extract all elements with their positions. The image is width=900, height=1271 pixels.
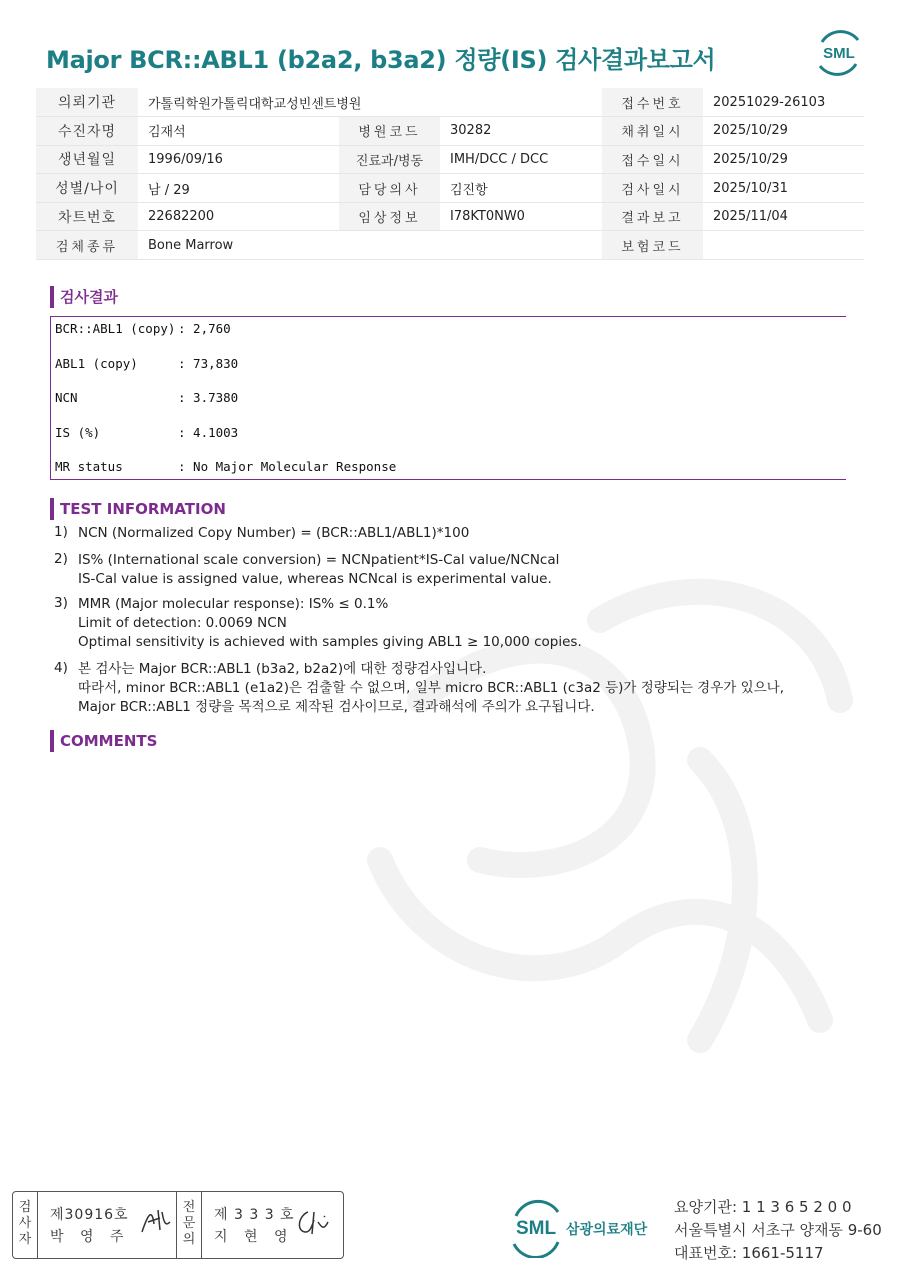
item-line: IS-Cal value is assigned value, whereas NCNcal is experimental value. [78,571,552,587]
result-row [55,458,396,476]
tester-signature [138,1204,172,1238]
result-key: ABL1 (copy) [55,356,138,371]
patient-info-table [36,88,864,260]
info-row [36,231,864,260]
org-contact [674,1196,882,1265]
item-line: 본 검사는 Major BCR::ABL1 (b3a2, b2a2)에 대한 정량검사입니다. [78,661,487,677]
specimen-value: Bone Marrow [138,231,602,260]
info-row [36,174,864,203]
received-date-value: 2025/10/29 [703,145,864,174]
specialist-cell [202,1192,344,1258]
item-line: Major BCR::ABL1 정량을 목적으로 제작된 검사이므로, 결과해석에 주의가 요구됩니다. [78,699,595,715]
info-row [36,117,864,146]
samkwang-logo [508,1198,668,1258]
specialist-label: 전 문 의 [176,1192,202,1258]
requesting-institution-value: 가톨릭학원가톨릭대학교성빈센트병원 [138,88,602,117]
info-row [36,202,864,231]
item-line: Optimal sensitivity is achieved with samples giving ABL1 ≥ 10,000 copies. [78,634,582,650]
result-key: MR status [55,459,123,474]
item-line: Limit of detection: 0.0069 NCN [78,615,287,631]
item-line: NCN (Normalized Copy Number) = (BCR::ABL1/ABL1)*100 [78,525,470,541]
item-number: 1) [54,524,68,540]
item-line: MMR (Major molecular response): IS% ≤ 0.1% [78,596,389,612]
info-row [36,145,864,174]
recipient-value: 김재석 [138,117,339,146]
samkwang-logo-text: SML [515,1218,557,1239]
department-label: 진료과/병동 [339,145,440,174]
care-institution-code: 요양기관: 1 1 3 6 5 2 0 0 [674,1198,852,1216]
item-line: IS% (International scale conversion) = NCNpatient*IS-Cal value/NCNcal [78,552,560,568]
results-box [50,316,846,480]
comments-heading: COMMENTS [50,730,157,752]
test-date-label: 검사일시 [602,174,703,203]
birth-date-label: 생년월일 [36,145,138,174]
received-date-label: 접수일시 [602,145,703,174]
report-date-label: 결과보고 [602,202,703,231]
birth-date-value: 1996/09/16 [138,145,339,174]
tester-label: 검 사 자 [13,1192,38,1258]
result-key: IS (%) [55,425,101,440]
specialist-license: 제 3 3 3 호 [214,1207,295,1223]
physician-label: 담당의사 [339,174,440,203]
tester-cell [38,1192,176,1258]
accession-no-value: 20251029-26103 [703,88,864,117]
clinical-info-label: 임상정보 [339,202,440,231]
collection-date-label: 채취일시 [602,117,703,146]
result-row [55,389,238,407]
report-date-value: 2025/11/04 [703,202,864,231]
department-value: IMH/DCC / DCC [440,145,602,174]
collection-date-value: 2025/10/29 [703,117,864,146]
result-value: : 4.1003 [178,425,239,440]
clinical-info-value: I78KT0NW0 [440,202,602,231]
tester-name: 박 영 주 [50,1229,130,1245]
tester-license: 제30916호 [50,1207,129,1223]
result-value: : 73,830 [178,356,239,371]
signature-box [12,1191,344,1259]
physician-value: 김진항 [440,174,602,203]
sex-age-label: 성별/나이 [36,174,138,203]
insurance-code-value [703,231,864,260]
result-row [55,320,231,338]
item-number: 2) [54,551,68,567]
item-number: 4) [54,660,68,676]
info-row [36,88,864,117]
result-row [55,355,238,373]
item-line: 따라서, minor BCR::ABL1 (e1a2)은 검출할 수 없으며, 일부 micro BCR::ABL1 (c3a2 등)가 정량되는 경우가 있으나, [78,680,785,696]
accession-no-label: 접수번호 [602,88,703,117]
specimen-label: 검체종류 [36,231,138,260]
test-date-value: 2025/10/31 [703,174,864,203]
requesting-institution-label: 의뢰기관 [36,88,138,117]
result-value: : 2,760 [178,321,231,336]
report-title: Major BCR::ABL1 (b2a2, b3a2) 정량(IS) 검사결과보고서 [46,46,716,74]
item-number: 3) [54,595,68,611]
result-key: BCR::ABL1 (copy) [55,321,176,336]
chart-no-value: 22682200 [138,202,339,231]
result-value: : 3.7380 [178,390,239,405]
sml-logo-text: SML [823,45,855,62]
hospital-code-label: 병원코드 [339,117,440,146]
sex-age-value: 남 / 29 [138,174,339,203]
recipient-label: 수진자명 [36,117,138,146]
org-address: 서울특별시 서초구 양재동 9-60 [674,1221,882,1239]
results-heading: 검사결과 [50,286,118,308]
specialist-name: 지 현 영 [214,1229,294,1245]
result-value: : No Major Molecular Response [178,459,397,474]
org-phone: 대표번호: 1661-5117 [674,1244,824,1262]
hospital-code-value: 30282 [440,117,602,146]
result-row [55,424,238,442]
org-name: 삼광의료재단 [566,1222,648,1238]
chart-no-label: 차트번호 [36,202,138,231]
test-info-heading: TEST INFORMATION [50,498,226,520]
sml-logo [812,28,866,78]
specialist-signature [294,1206,334,1240]
insurance-code-label: 보험코드 [602,231,703,260]
result-key: NCN [55,390,78,405]
